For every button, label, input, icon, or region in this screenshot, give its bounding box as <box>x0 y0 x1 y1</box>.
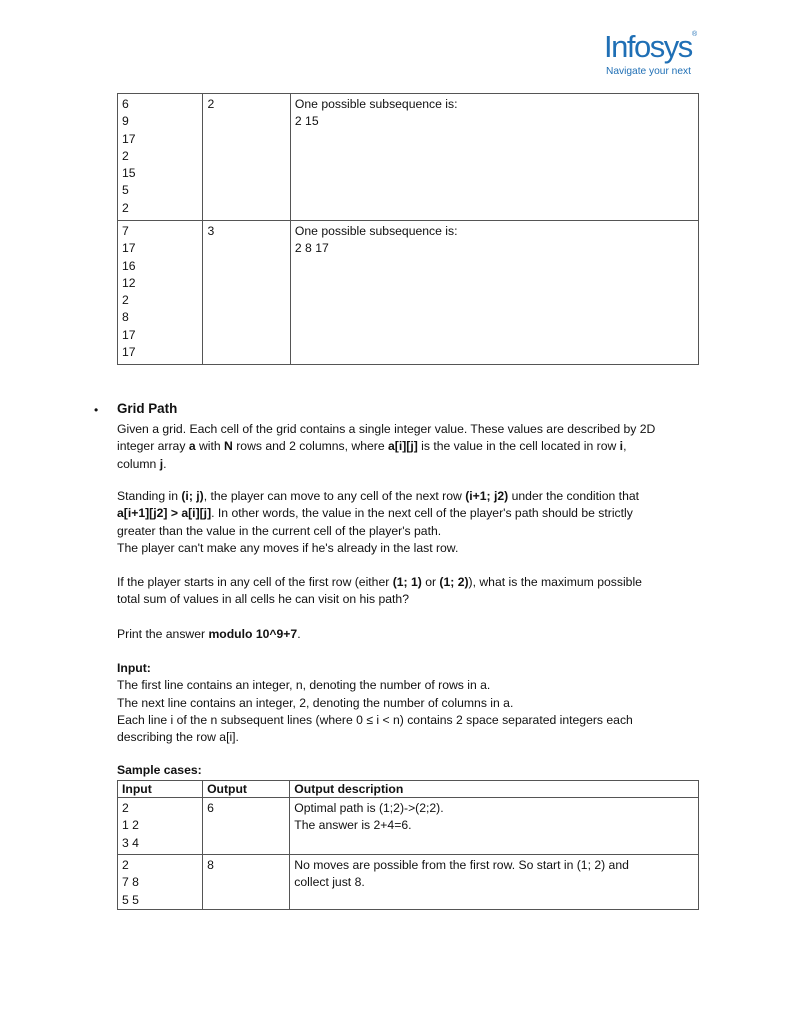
cell-line: 1 2 <box>122 818 139 833</box>
cell-line: 5 <box>122 183 129 198</box>
bold-text: a[i][j] <box>387 439 418 454</box>
text-run: Given a grid. Each cell of the grid contains a single integer value. These values are described by 2D <box>117 422 656 436</box>
cell-line: 17 <box>122 327 136 342</box>
text-run: , the player can move to any cell of the next row <box>203 489 466 503</box>
cell-line: The answer is 2+4=6. <box>294 818 412 833</box>
table-row <box>118 798 699 855</box>
bold-text: (i+1; j2) <box>465 489 509 503</box>
bold-text: (i; j) <box>181 489 204 503</box>
text-run: greater than the value in the current cell of the player's path. <box>117 523 442 538</box>
text-run: . In other words, the value in the next cell of the player's path should be strictly <box>211 506 633 521</box>
text-line <box>117 505 707 522</box>
cell-line: 2 15 <box>294 114 319 129</box>
output-cell: 8 <box>203 855 290 910</box>
paragraph-movement <box>117 488 707 557</box>
cell-line: 12 <box>122 275 136 290</box>
input-block <box>117 660 707 746</box>
text-run: total sum of values in all cells he can visit on his path? <box>117 592 409 607</box>
text-line <box>117 591 707 608</box>
output-cell: 2 <box>203 94 290 221</box>
text-run: rows and 2 columns, where <box>232 439 388 454</box>
description-cell <box>290 798 699 855</box>
text-run: The player can't make any moves if he's already in the last row. <box>117 540 459 555</box>
text-run: . <box>163 456 167 471</box>
cell-line: 2 <box>122 801 129 815</box>
cell-line: 16 <box>122 258 136 273</box>
cell-line: 8 <box>122 310 129 325</box>
input-line: The next line contains an integer, 2, denoting the number of columns in a. <box>117 695 514 710</box>
section-title: Grid Path <box>117 401 178 416</box>
text-run: If the player starts in any cell of the first row (either <box>117 575 393 589</box>
input-cell <box>118 221 203 365</box>
text-run: integer array <box>117 439 189 454</box>
sample-heading-block <box>117 762 707 779</box>
bold-text: N <box>224 439 233 454</box>
cell-line: 2 <box>122 148 129 163</box>
bold-text: a[i+1][j2] > a[i][j] <box>117 506 212 521</box>
cell-line: 17 <box>122 131 136 146</box>
table-row <box>118 94 699 221</box>
cell-line: 17 <box>122 345 136 360</box>
text-run: is the value in the cell located in row <box>417 439 620 454</box>
cell-line: 9 <box>122 114 129 129</box>
cell-line: collect just 8. <box>294 875 365 890</box>
infosys-logo <box>604 30 700 80</box>
input-line: Each line i of the n subsequent lines (where 0 ≤ i < n) contains 2 space separated integers each <box>117 712 633 727</box>
table-row <box>118 855 699 910</box>
cell-line: 2 <box>122 293 129 308</box>
text-line <box>117 574 707 591</box>
input-cell <box>118 94 203 221</box>
text-line <box>117 488 707 505</box>
text-line <box>117 438 707 455</box>
cell-line: 7 <box>122 224 129 238</box>
text-line <box>117 421 707 438</box>
bold-text: modulo 10^9+7 <box>208 627 298 641</box>
text-run: column <box>117 456 160 471</box>
description-cell <box>290 94 698 221</box>
header-output: Output <box>203 781 290 798</box>
header-description: Output description <box>290 781 699 798</box>
text-run: ), what is the maximum possible <box>468 575 642 589</box>
logo-tagline: Navigate your next <box>606 66 691 77</box>
output-cell: 6 <box>203 798 290 855</box>
text-line <box>117 456 707 473</box>
cell-line: 6 <box>122 97 129 111</box>
input-line: describing the row a[i]. <box>117 730 239 745</box>
cell-line: 3 4 <box>122 835 139 850</box>
header-input: Input <box>118 781 203 798</box>
logo-wordmark: Infosys <box>604 29 692 64</box>
description-cell <box>290 221 698 365</box>
cell-line: 5 5 <box>122 892 139 907</box>
text-line <box>117 540 707 557</box>
cell-line: 2 8 17 <box>294 241 329 256</box>
description-cell <box>290 855 699 910</box>
text-run: , <box>623 439 627 454</box>
bullet-icon: • <box>94 403 99 417</box>
bold-text: a <box>188 439 196 454</box>
bold-text: j <box>159 456 164 471</box>
cell-line: 2 <box>122 858 129 872</box>
cell-line: 2 <box>122 200 129 215</box>
text-run: or <box>421 575 440 589</box>
input-cell <box>118 798 203 855</box>
sample-cases-table <box>117 780 699 910</box>
bold-text: (1; 1) <box>392 575 422 589</box>
text-run: Print the answer <box>117 627 209 641</box>
text-run: under the condition that <box>508 489 640 503</box>
cell-line: 17 <box>122 241 136 256</box>
text-line <box>117 626 707 643</box>
table-row <box>118 221 699 365</box>
paragraph-modulo <box>117 626 707 643</box>
table-header-row <box>118 781 699 798</box>
bold-text: (1; 2) <box>439 575 469 589</box>
top-sample-table <box>117 93 699 365</box>
text-run: with <box>195 439 225 454</box>
cell-line: Optimal path is (1;2)->(2;2). <box>294 801 444 815</box>
input-line: The first line contains an integer, n, denoting the number of rows in a. <box>117 678 491 693</box>
cell-line: 15 <box>122 166 136 181</box>
cell-line: One possible subsequence is: <box>294 224 458 238</box>
input-heading: Input: <box>117 661 151 675</box>
text-run: . <box>297 627 301 641</box>
sample-cases-heading: Sample cases: <box>117 763 202 777</box>
cell-line: 7 8 <box>122 875 139 890</box>
cell-line: No moves are possible from the first row. So start in (1; 2) and <box>294 858 629 872</box>
cell-line: One possible subsequence is: <box>294 97 458 111</box>
paragraph-problem <box>117 421 707 473</box>
input-cell <box>118 855 203 910</box>
text-run: Standing in <box>117 489 182 503</box>
bold-text: i <box>619 439 624 454</box>
paragraph-question <box>117 574 707 609</box>
output-cell: 3 <box>203 221 290 365</box>
registered-mark: ® <box>692 31 698 38</box>
text-line <box>117 523 707 540</box>
